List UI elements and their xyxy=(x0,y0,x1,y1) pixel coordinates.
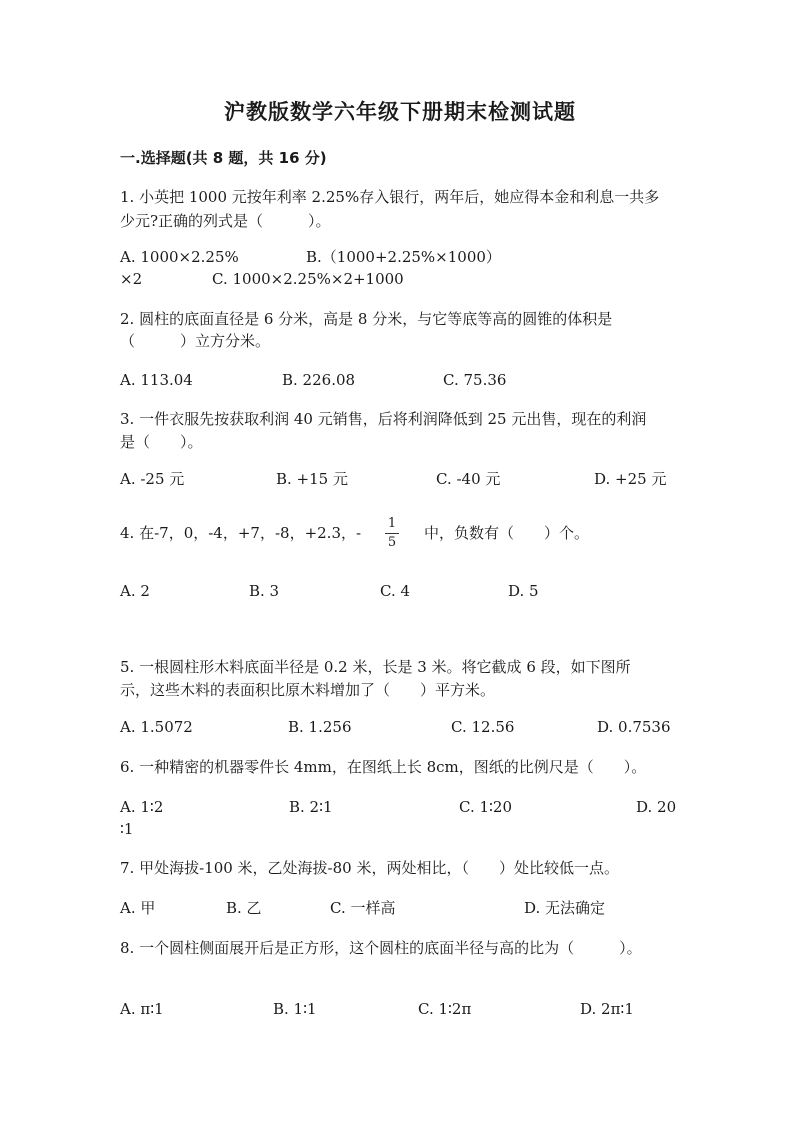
option-d[interactable]: D. 2π∶1 xyxy=(580,1000,634,1018)
option-b[interactable]: B. +15 元 xyxy=(276,470,348,488)
option-d[interactable]: D. 5 xyxy=(508,582,539,600)
question-text: （ ）立方分米。 xyxy=(120,332,271,350)
question-text: 2. 圆柱的底面直径是 6 分米，高是 8 分米，与它等底等高的圆锥的体积是 xyxy=(120,310,613,328)
option-a[interactable]: A. 2 xyxy=(120,582,150,600)
option-d[interactable]: D. 20 xyxy=(636,798,677,816)
option-c[interactable]: C. 1∶2π xyxy=(418,1000,472,1018)
option-b-continued: ×2 xyxy=(120,270,143,288)
option-c[interactable]: C. 1∶20 xyxy=(459,798,513,816)
fraction-one-fifth xyxy=(383,516,401,551)
option-c[interactable]: C. 12.56 xyxy=(451,718,515,736)
option-a[interactable]: A. 113.04 xyxy=(120,371,193,389)
section-heading: 一.选择题(共 8 题，共 16 分) xyxy=(120,149,327,167)
option-a[interactable]: A. 甲 xyxy=(120,899,156,917)
question-text: 是（ ）。 xyxy=(120,433,203,451)
fraction-numerator: 1 xyxy=(387,516,397,531)
option-b[interactable]: B. 3 xyxy=(249,582,280,600)
option-c[interactable]: C. 一样高 xyxy=(330,899,396,917)
page-title: 沪教版数学六年级下册期末检测试题 xyxy=(224,100,576,124)
option-c[interactable]: C. 4 xyxy=(380,582,411,600)
option-d[interactable]: D. +25 元 xyxy=(594,470,667,488)
question-text: 8. 一个圆柱侧面展开后是正方形，这个圆柱的底面半径与高的比为（ ）。 xyxy=(120,939,642,957)
option-a[interactable]: A. 1.5072 xyxy=(120,718,193,736)
question-text: 3. 一件衣服先按获取利润 40 元销售，后将利润降低到 25 元出售，现在的利润 xyxy=(120,410,647,428)
option-a[interactable]: A. π∶1 xyxy=(120,1000,164,1018)
option-d-continued: ∶1 xyxy=(120,820,134,838)
question-text: 示，这些木料的表面积比原木料增加了（ ）平方米。 xyxy=(120,681,496,699)
question-text: 1. 小英把 1000 元按年利率 2.25%存入银行，两年后，她应得本金和利息一共多 xyxy=(120,188,660,206)
question-text: 5. 一根圆柱形木料底面半径是 0.2 米，长是 3 米。将它截成 6 段，如下图所 xyxy=(120,658,631,676)
option-a[interactable]: A. 1∶2 xyxy=(120,798,164,816)
option-b[interactable]: B. 乙 xyxy=(226,899,262,917)
option-c[interactable]: C. -40 元 xyxy=(436,470,501,488)
option-d[interactable]: D. 0.7536 xyxy=(597,718,671,736)
option-a[interactable]: A. -25 元 xyxy=(120,470,185,488)
option-b[interactable]: B. 226.08 xyxy=(282,371,356,389)
option-b[interactable]: B. 2∶1 xyxy=(289,798,333,816)
option-b[interactable]: B. 1.256 xyxy=(288,718,352,736)
option-c[interactable]: C. 1000×2.25%×2+1000 xyxy=(212,270,404,288)
question-text: 少元?正确的列式是（ ）。 xyxy=(120,212,331,230)
question-text: 4. 在-7，0，-4，+7，-8，+2.3，- xyxy=(120,524,362,542)
option-b[interactable]: B.（1000+2.25%×1000） xyxy=(306,248,501,266)
question-text: 6. 一种精密的机器零件长 4mm，在图纸上长 8cm，图纸的比例尺是（ ）。 xyxy=(120,758,647,776)
option-d[interactable]: D. 无法确定 xyxy=(524,899,606,917)
option-b[interactable]: B. 1∶1 xyxy=(273,1000,317,1018)
question-text: 7. 甲处海拔-100 米，乙处海拔-80 米，两处相比，（ ）处比较低一点。 xyxy=(120,859,619,877)
option-c[interactable]: C. 75.36 xyxy=(443,371,507,389)
fraction-denominator: 5 xyxy=(387,535,397,550)
option-a[interactable]: A. 1000×2.25% xyxy=(120,248,239,266)
fraction-bar xyxy=(385,533,399,534)
question-text: 中，负数有（ ）个。 xyxy=(424,524,590,542)
